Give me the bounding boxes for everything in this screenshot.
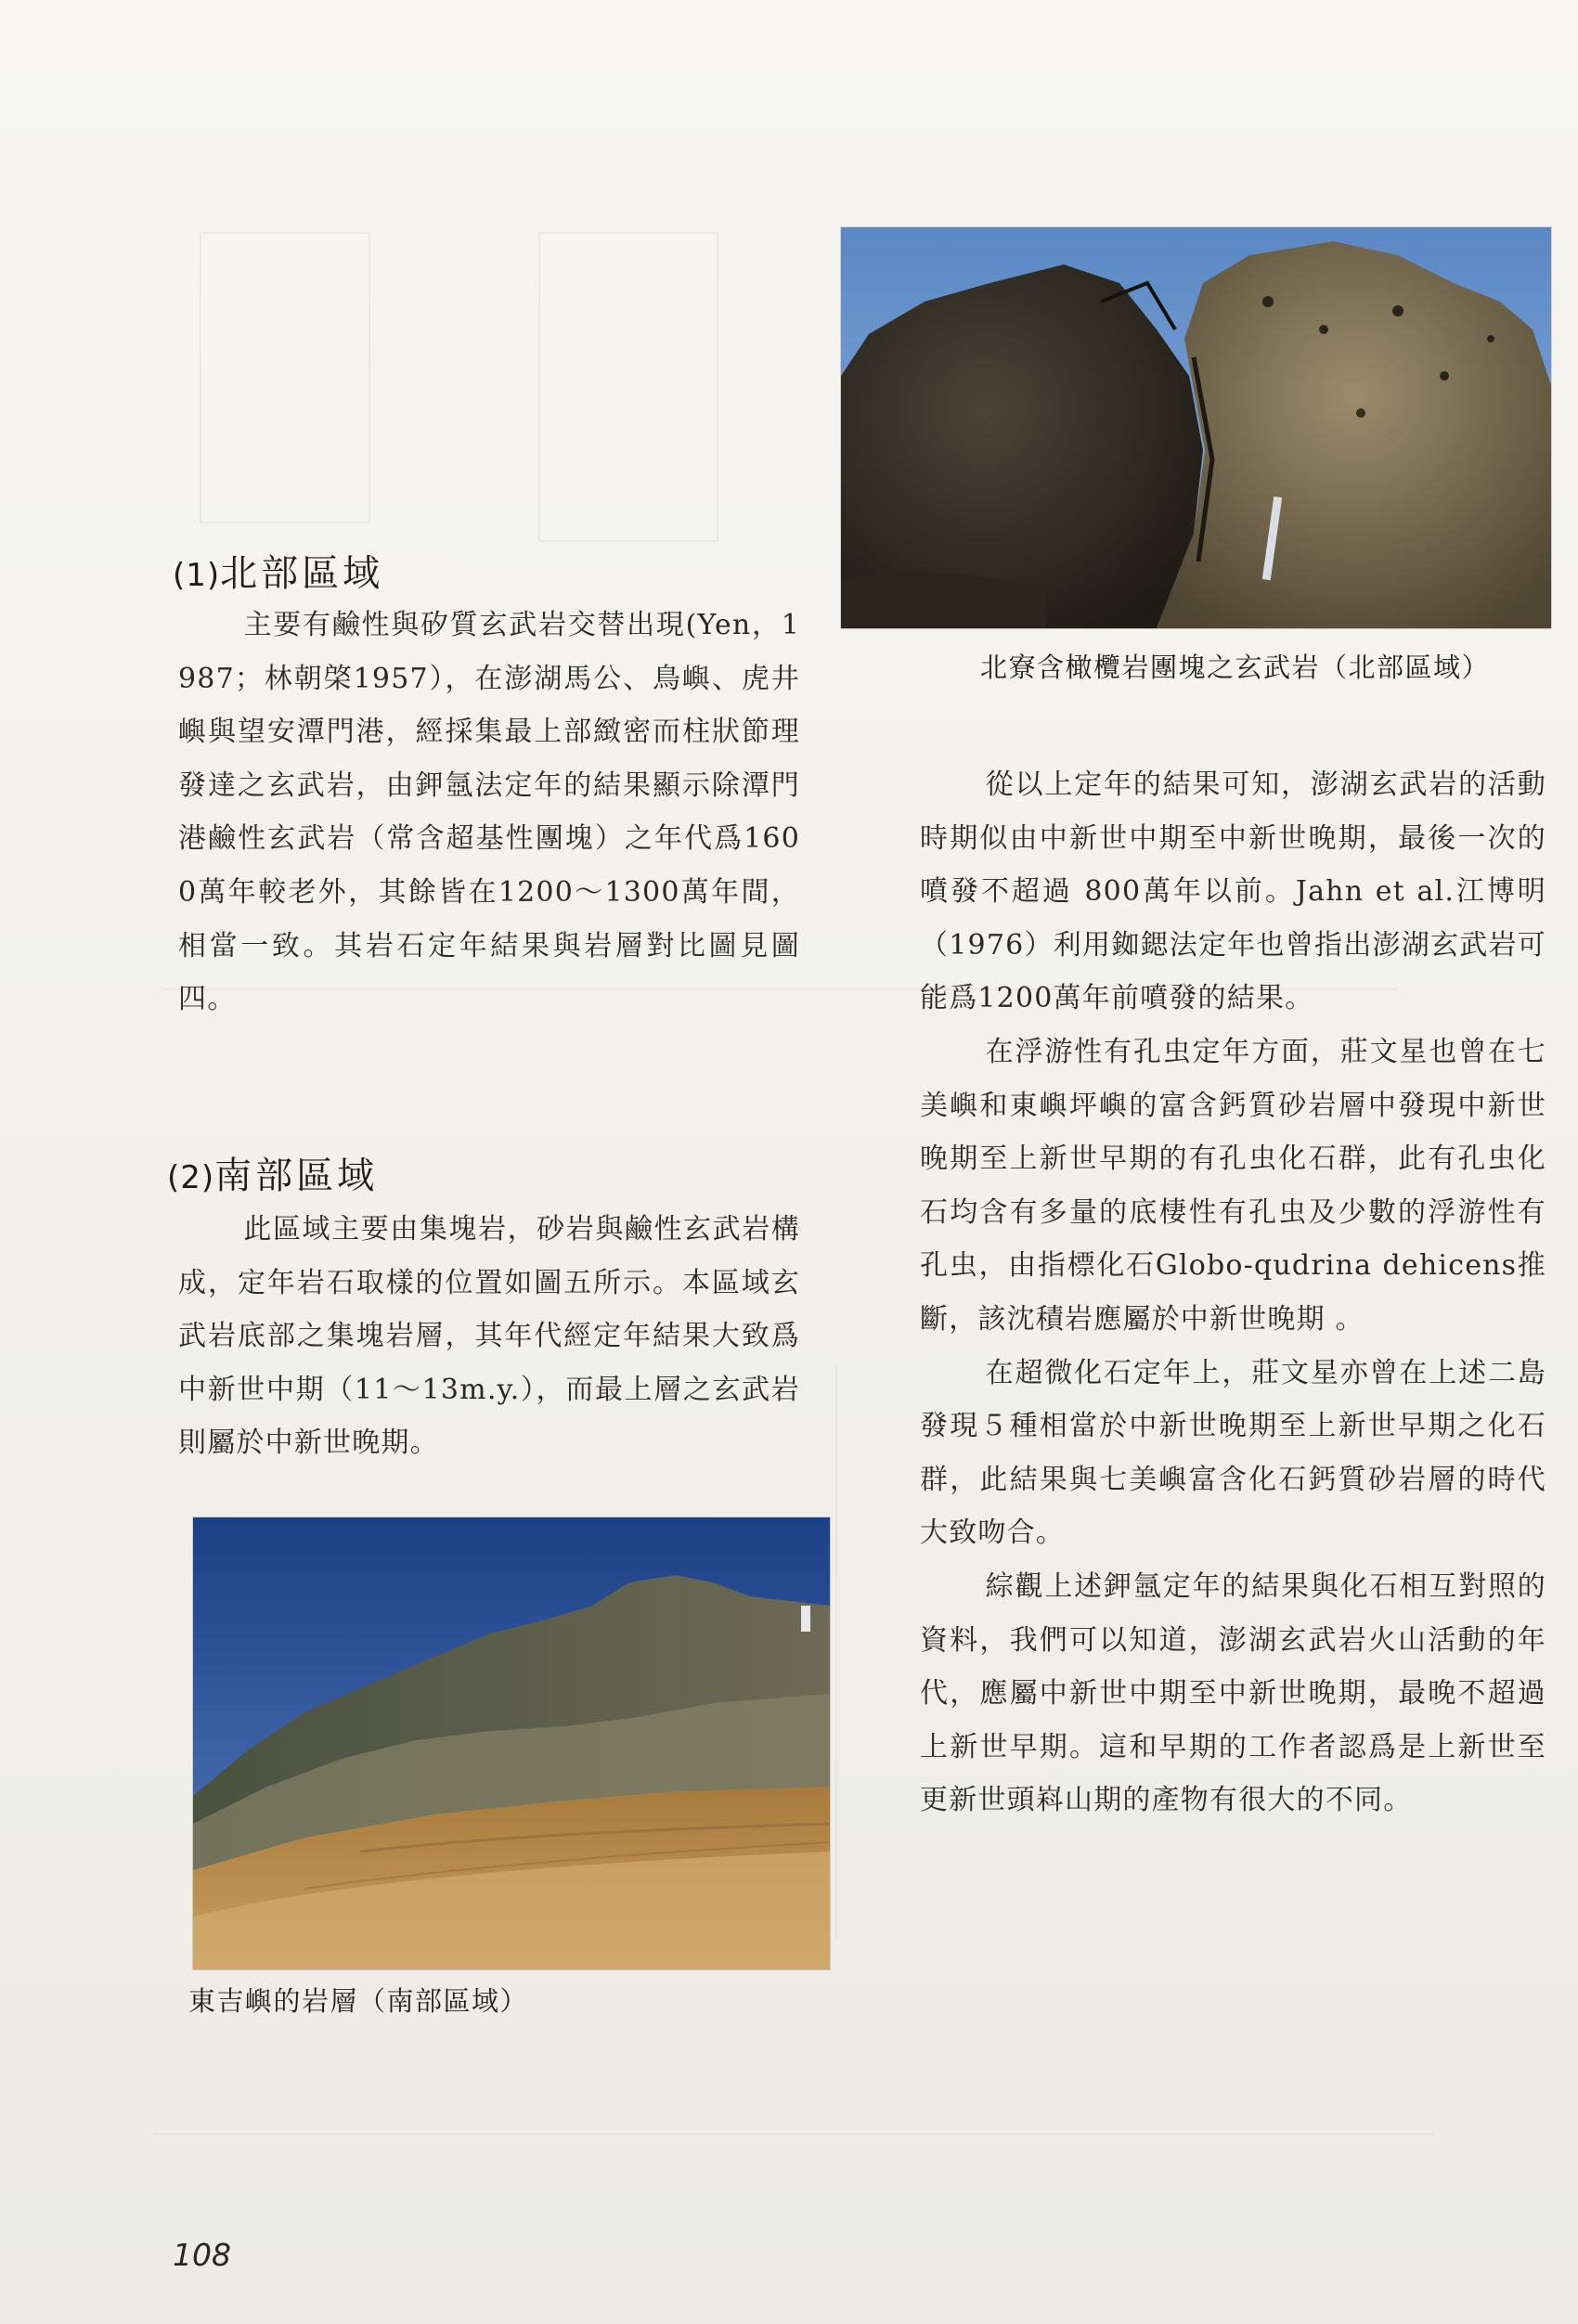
paragraph: 從以上定年的結果可知，澎湖玄武岩的活動時期似由中新世中期至中新世晚期，最後一次的噴發不超過 800萬年以前。Jahn et al.江博明（1976）利用銣鍶法定年也曾指出澎湖玄武岩可能爲1200萬年前噴發的結果。 [920,768,1546,1015]
south-paragraph: 此區域主要由集塊岩，砂岩與鹼性玄武岩構成，定年岩石取樣的位置如圖五所示。本區域玄武岩底部之集塊岩層，其年代經定年結果大致爲中新世中期（11～13m.y.），而最上層之玄武岩則屬於中新世晚期。 [178,1213,800,1460]
basalt-image [841,227,1551,628]
heading-number: (2) [167,1159,215,1196]
bleed-through-line [153,2133,1434,2136]
paragraph: 在浮游性有孔虫定年方面，莊文星也曾在七美嶼和東嶼坪嶼的富含鈣質砂岩層中發現中新世晚期至上新世早期的有孔虫化石群，此有孔虫化石均含有多量的底棲性有孔虫及少數的浮游性有孔虫，由指標化石Globo-qudrina dehicens推斷，該沈積岩應屬於中新世晚期 。 [920,1035,1546,1336]
photo-caption-north: 北寮含橄欖岩團塊之玄武岩（北部區域） [980,652,1491,683]
section-heading-north [173,544,383,597]
photo-dongji-cliff [193,1517,830,1969]
bleed-through-table [200,232,370,523]
photo-beiliao-basalt [841,227,1551,628]
heading-number: (1) [173,557,221,594]
bleed-through-table [538,232,718,542]
heading-text: 北部區域 [220,552,384,595]
section-heading-south [167,1146,378,1199]
page-number: 108 [173,2237,231,2273]
bleed-through-line [835,1364,837,1940]
heading-text: 南部區域 [214,1155,379,1197]
north-paragraph: 主要有鹼性與矽質玄武岩交替出現(Yen，1987；林朝棨1957），在澎湖馬公、鳥嶼、虎井嶼與望安潭門港，經採集最上部緻密而柱狀節理發達之玄武岩，由鉀氬法定年的結果顯示除潭門港鹼性玄武岩（常含超基性團塊）之年代爲1600萬年較老外，其餘皆在1200～1300萬年間，相當一致。其岩石定年結果與岩層對比圖見圖四。 [178,609,800,1016]
right-column-text [920,758,1546,1827]
paragraph: 在超微化石定年上，莊文星亦曾在上述二島發現５種相當於中新世晚期至上新世早期之化石群，此結果與七美嶼富含化石鈣質砂岩層的時代大致吻合。 [920,1356,1546,1550]
paragraph: 綜觀上述鉀氬定年的結果與化石相互對照的資料，我們可以知道，澎湖玄武岩火山活動的年代，應屬中新世中期至中新世晚期，最晚不超過上新世早期。這和早期的工作者認爲是上新世至更新世頭嵙山期的產物有很大的不同。 [920,1569,1546,1817]
cliff-image [193,1517,830,1969]
photo-caption-south: 東吉嶼的岩層（南部區域） [188,1985,529,2017]
